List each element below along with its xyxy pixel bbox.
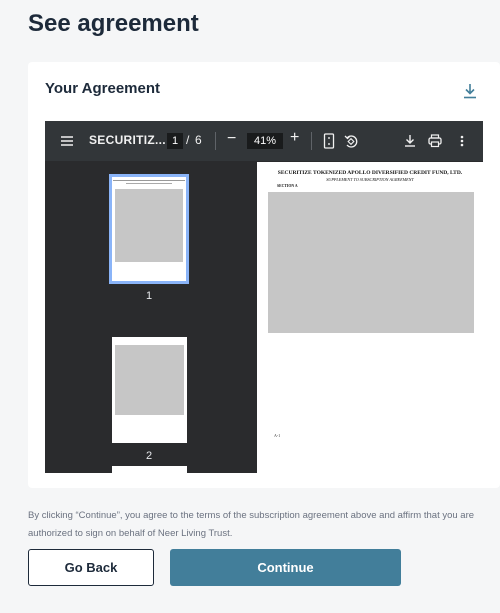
agreement-disclaimer: By clicking “Continue”, you agree to the terms of the subscription agreement above and affirm that you are authorized to sign on behalf of Neer Living Trust. bbox=[28, 510, 475, 539]
zoom-out-button[interactable]: − bbox=[227, 130, 237, 147]
menu-icon[interactable] bbox=[61, 134, 73, 148]
thumbnail-sidebar[interactable] bbox=[45, 161, 256, 473]
document-subheading: SUPPLEMENT TO SUBSCRIPTION AGREEMENT bbox=[326, 177, 414, 182]
document-name: SECURITIZ... bbox=[89, 133, 166, 147]
go-back-button[interactable]: Go Back bbox=[28, 549, 154, 586]
thumbnail-page-1[interactable] bbox=[109, 174, 189, 284]
fit-page-icon[interactable] bbox=[321, 132, 337, 150]
thumbnail-page-3[interactable] bbox=[112, 466, 187, 473]
print-icon[interactable] bbox=[427, 132, 443, 150]
page-number-input[interactable]: 1 bbox=[167, 133, 183, 149]
page-total: 6 bbox=[195, 133, 202, 147]
rotate-icon[interactable] bbox=[343, 132, 359, 150]
card-title: Your Agreement bbox=[45, 80, 161, 97]
continue-button[interactable]: Continue bbox=[170, 549, 401, 586]
zoom-in-button[interactable]: + bbox=[290, 129, 300, 146]
pdf-viewer[interactable] bbox=[45, 121, 483, 473]
thumb-placeholder bbox=[115, 345, 184, 415]
document-heading: SECURITIZE TOKENIZED APOLLO DIVERSIFIED CREDIT FUND, LTD. bbox=[277, 170, 463, 176]
thumb-text-line bbox=[113, 180, 185, 181]
download-icon[interactable] bbox=[402, 132, 418, 150]
thumbnail-number: 2 bbox=[145, 450, 153, 462]
document-page-mark: A-1 bbox=[274, 433, 281, 438]
thumbnail-page-2[interactable] bbox=[112, 337, 187, 443]
toolbar-divider bbox=[215, 132, 216, 150]
thumb-placeholder bbox=[115, 189, 183, 262]
thumbnail-number: 1 bbox=[145, 290, 153, 302]
document-section-label: SECTION A bbox=[277, 184, 298, 188]
thumb-text-line bbox=[126, 183, 172, 184]
pdf-toolbar bbox=[45, 121, 483, 161]
page-separator: / bbox=[186, 133, 190, 147]
more-vert-icon[interactable] bbox=[454, 132, 470, 150]
document-content-placeholder bbox=[268, 192, 474, 333]
zoom-input[interactable]: 41% bbox=[247, 133, 283, 149]
download-icon[interactable] bbox=[460, 81, 480, 101]
page-title: See agreement bbox=[28, 10, 199, 37]
document-page bbox=[257, 162, 483, 473]
agreement-card bbox=[28, 62, 500, 488]
toolbar-divider bbox=[311, 132, 312, 150]
